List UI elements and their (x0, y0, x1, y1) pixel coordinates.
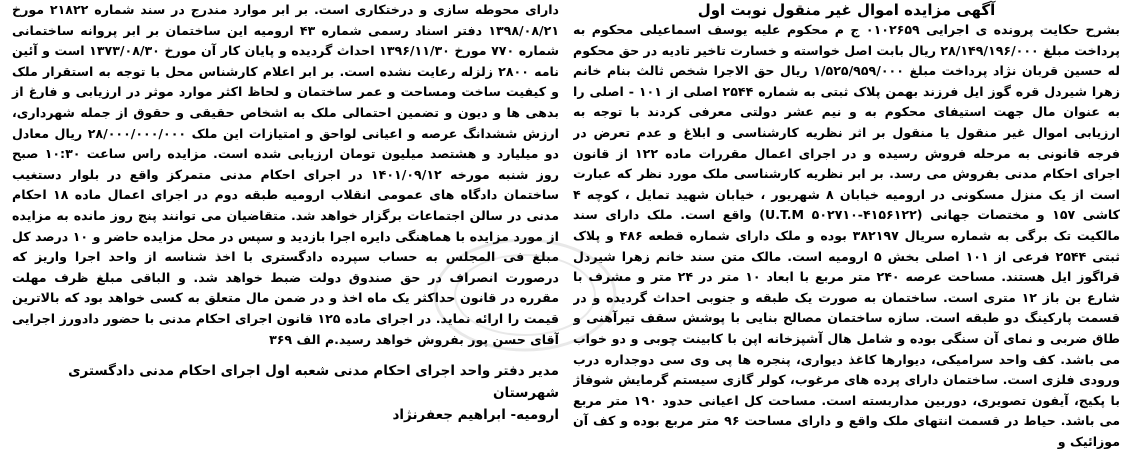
notice-body-left: دارای محوطه سازی و درختکاری است. بر ابر موارد مندرج در سند شماره ۲۱۸۲۲ مورخ ۱۳۹۸/۰۸/۲۱ دفتر اسناد رسمی شماره ۴۳ ارومیه این ساختمان بر ابر پروانه ساختمانی شماره ۷۷۰ مورخ ۱۳۹۶/۱۱/۳۰ احداث گردیده و پایان کار آن مورخ ۱۳۷۳/۰۸/۳۰ است و آئین نامه ۲۸۰۰ زلزله رعایت نشده است. بر ابر اعلام کارشناس محل با توجه به استقرار ملک و کیفیت ساخت ومساحت و عمر ساختمان و لحاظ اکثر موارد موثر در ارزیابی و فارغ از بدهی ها و دیون و تضمین احتمالی ملک به اشخاص حقیقی و حقوق از جمله شهرداری، ارزش ششدانگ عرصه و اعیانی لواحق و امتیازات این ملک ۲۸/۰۰۰/۰۰۰/۰۰۰ ریال معادل دو میلیارد و هشتصد میلیون تومان ارزیابی شده است. مزایده راس ساعت ۱۰:۳۰ صبح روز شنبه مورخه ۱۴۰۱/۰۹/۱۲ در اجرای احکام مدنی متمرکز واقع در بلوار دستغیب ساختمان دادگاه های عمومی انقلاب ارومیه طبقه دوم در اجرای اعمال ماده ۱۸ احکام مدنی در سالن اجتماعات برگزار خواهد شد. متقاضیان می توانند پنج روز مانده به مزایده از مورد مزایده با هماهنگی دایره اجرا بازدید و سپس در محل مزایده حاضر و ۱۰ درصد کل مبلغ فی المجلس به حساب سپرده دادگستری با اخذ شناسه از واحد اجرا واریز که درصورت انصراف در حق صندوق دولت ضبط خواهد شد. و الباقی مبلغ ظرف مهلت مقرره در قانون حداکثر یک ماه اخذ و در ضمن مال متعلق به کسی خواهد بود که بالاترین قیمت را ارائه نماید. در اجرای ماده ۱۲۵ قانون اجرای احکام مدنی با حضور دادورز اجرایی آقای حسن پور بفروش خواهد رسید.م الف ۳۶۹ (12, 2, 559, 347)
notice-body-right: بشرح حکایت پرونده ی اجرایی ۰۱۰۲۶۵۹ ج م محکوم علیه یوسف اسماعیلی محکوم به پرداخت مبلغ ۲۸/۱۴۹/۱۹۶/۰۰۰ ریال بابت اصل خواسته و خسارت تاخیر تادیه در حق محکوم له حسین قربان نژاد پرداخت مبلغ ۱/۵۲۵/۹۵۹/۰۰۰ ریال حق الاجرا شخص ثالث بنام خانم زهرا شیردل قره گوز ایل فرزند بهمن پلاک ثبتی به شماره ۲۵۴۴ اصلی از ۱۰۱ - اصلی را به عنوان مال جهت استیفای محکوم به و نیم عشر دولتی معرفی کردند با توجه به ارزیابی اموال غیر منقول یا منقول بر اثر نظریه کارشناسی و ابلاغ و عدم تعرض در فرجه قانونی به مرحله فروش رسیده و در اجرای اعمال مقررات ماده ۱۲۲ از قانون اجرای احکام مدنی بفروش می رسد. بر ابر نظریه کارشناسی ملک مورد نظر که عبارت است از یک منزل مسکونی در ارومیه خیابان ۸ شهریور ، خیابان شهید تمایل ، کوچه ۴ کاشی ۱۵۷ و مختصات جهانی (U.T.M ۵۰۲۷۱۰-۴۱۵۶۱۲۲) واقع است. ملک دارای سند مالکیت تک برگی به شماره سریال ۳۸۲۱۹۷ بوده و ملک دارای شماره قطعه ۴۸۶ و پلاک ثبتی ۲۵۴۴ فرعی از ۱۰۱ اصلی بخش ۵ ارومیه است. مالک متن سند خانم زهرا شیردل قراگوز ایل هستند. مساحت عرصه ۲۴۰ متر مربع با ابعاد ۱۰ متر در ۲۴ متر و مشرف با شارع بن باز ۱۲ متری است. ساختمان به صورت یک طبقه و جنوبی احداث گردیده و در قسمت پارکینگ دو طبقه است. سازه ساختمان مصالح بنایی با پوشش سقف تیرآهنی و طاق ضربی و نمای آن سنگی بوده و شامل هال آشپزخانه اپن با کابینت چوبی و دو خواب می باشد. کف واحد سرامیکی، دیوارها کاغذ دیواری، پنجره ها پی وی سی دوجداره درب ورودی فلزی است. ساختمان دارای پرده های مرغوب، کولر گازی سیستم گرمایش شوفاژ با پکیج، آیفون تصویری، دوربین مداربسته است. مساحت کل اعیانی حدود ۱۹۰ متر مربع می باشد. حیاط در قسمت انتهای ملک واقع و دارای مساحت ۹۶ متر مربع بوده و کف آن موزائیک و (573, 22, 1121, 449)
signature-line-1: مدیر دفتر واحد اجرای احکام مدنی شعبه اول اجرای احکام مدنی دادگستری شهرستان (68, 363, 559, 402)
notice-left-column (8, 0, 559, 449)
notice-title: آگهی مزایده اموال غیر منقول نوبت اول (697, 1, 996, 19)
signature-line-2: ارومیه- ابراهیم جعفرنژاد (392, 407, 559, 424)
notice-right-column (573, 0, 1126, 449)
signature-block (12, 360, 559, 426)
